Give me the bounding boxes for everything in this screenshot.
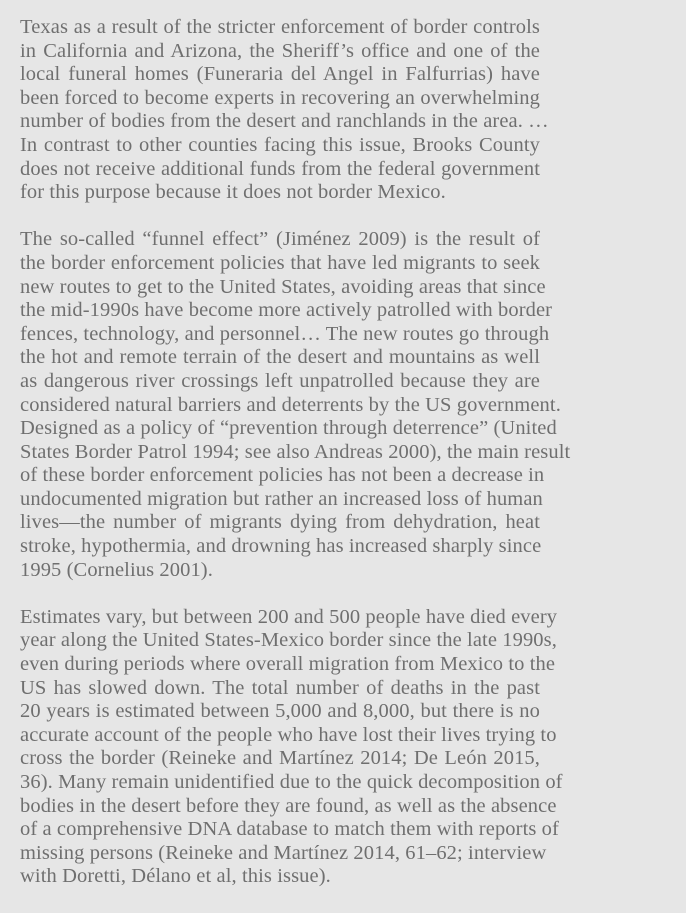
text-line: local funeral homes (Funeraria del Angel in Falfurrias) have: [20, 63, 540, 86]
text-line: lives—the number of migrants dying from dehydration, heat: [20, 511, 540, 534]
text-line: Estimates vary, but between 200 and 500 people have died every: [20, 605, 558, 628]
text-line: In contrast to other counties facing this issue, Brooks County: [20, 133, 540, 156]
text-line: stroke, hypothermia, and drowning has increased sharply since: [20, 535, 542, 558]
text-line: cross the border (Reineke and Martínez 2014; De León 2015,: [20, 747, 540, 770]
text-line: of these border enforcement policies has not been a decrease in: [20, 464, 545, 487]
text-line: Designed as a policy of “prevention through deterrence” (United: [20, 417, 557, 440]
text-line: missing persons (Reineke and Martínez 2014, 61–62; interview: [20, 841, 547, 864]
text-line: 20 years is estimated between 5,000 and 8,000, but there is no: [20, 700, 540, 723]
text-line: The so-called “funnel effect” (Jiménez 2009) is the result of: [20, 228, 540, 251]
text-line: States Border Patrol 1994; see also Andreas 2000), the main result: [20, 440, 571, 463]
text-line: accurate account of the people who have lost their lives trying to: [20, 723, 557, 746]
text-line: for this purpose because it does not border Mexico.: [20, 181, 446, 204]
paragraph: [20, 605, 563, 889]
text-line: does not receive additional funds from the federal government: [20, 157, 540, 180]
text-line: been forced to become experts in recovering an overwhelming: [20, 86, 540, 109]
text-line: new routes to get to the United States, avoiding areas that since: [20, 275, 546, 298]
paragraph: [20, 228, 571, 582]
text-line: 36). Many remain unidentified due to the quick decomposition of: [20, 771, 563, 793]
text-line: considered natural barriers and deterrents by the US government.: [20, 393, 561, 416]
text-line: in California and Arizona, the Sheriff’s office and one of the: [20, 39, 540, 62]
paragraph: [20, 16, 549, 205]
text-line: undocumented migration but rather an increased loss of human: [20, 487, 543, 510]
text-line: even during periods where overall migration from Mexico to the: [20, 653, 556, 676]
text-line: year along the United States-Mexico border since the late 1990s,: [20, 629, 557, 652]
text-line: number of bodies from the desert and ranchlands in the area. …: [20, 110, 549, 133]
text-line: US has slowed down. The total number of deaths in the past: [20, 676, 540, 699]
document-page: [20, 16, 571, 913]
text-line: the mid-1990s have become more actively patrolled with border: [20, 299, 553, 322]
text-line: the border enforcement policies that have led migrants to seek: [20, 251, 540, 274]
text-line: with Doretti, Délano et al, this issue).: [20, 865, 331, 888]
text-line: as dangerous river crossings left unpatrolled because they are: [20, 369, 540, 392]
text-line: 1995 (Cornelius 2001).: [20, 558, 213, 581]
text-line: bodies in the desert before they are found, as well as the absence: [20, 794, 557, 817]
text-line: of a comprehensive DNA database to match them with reports of: [20, 818, 559, 841]
text-line: Texas as a result of the stricter enforcement of border controls: [20, 16, 540, 38]
text-line: fences, technology, and personnel… The new routes go through: [20, 322, 550, 345]
text-line: the hot and remote terrain of the desert and mountains as well: [20, 346, 540, 369]
